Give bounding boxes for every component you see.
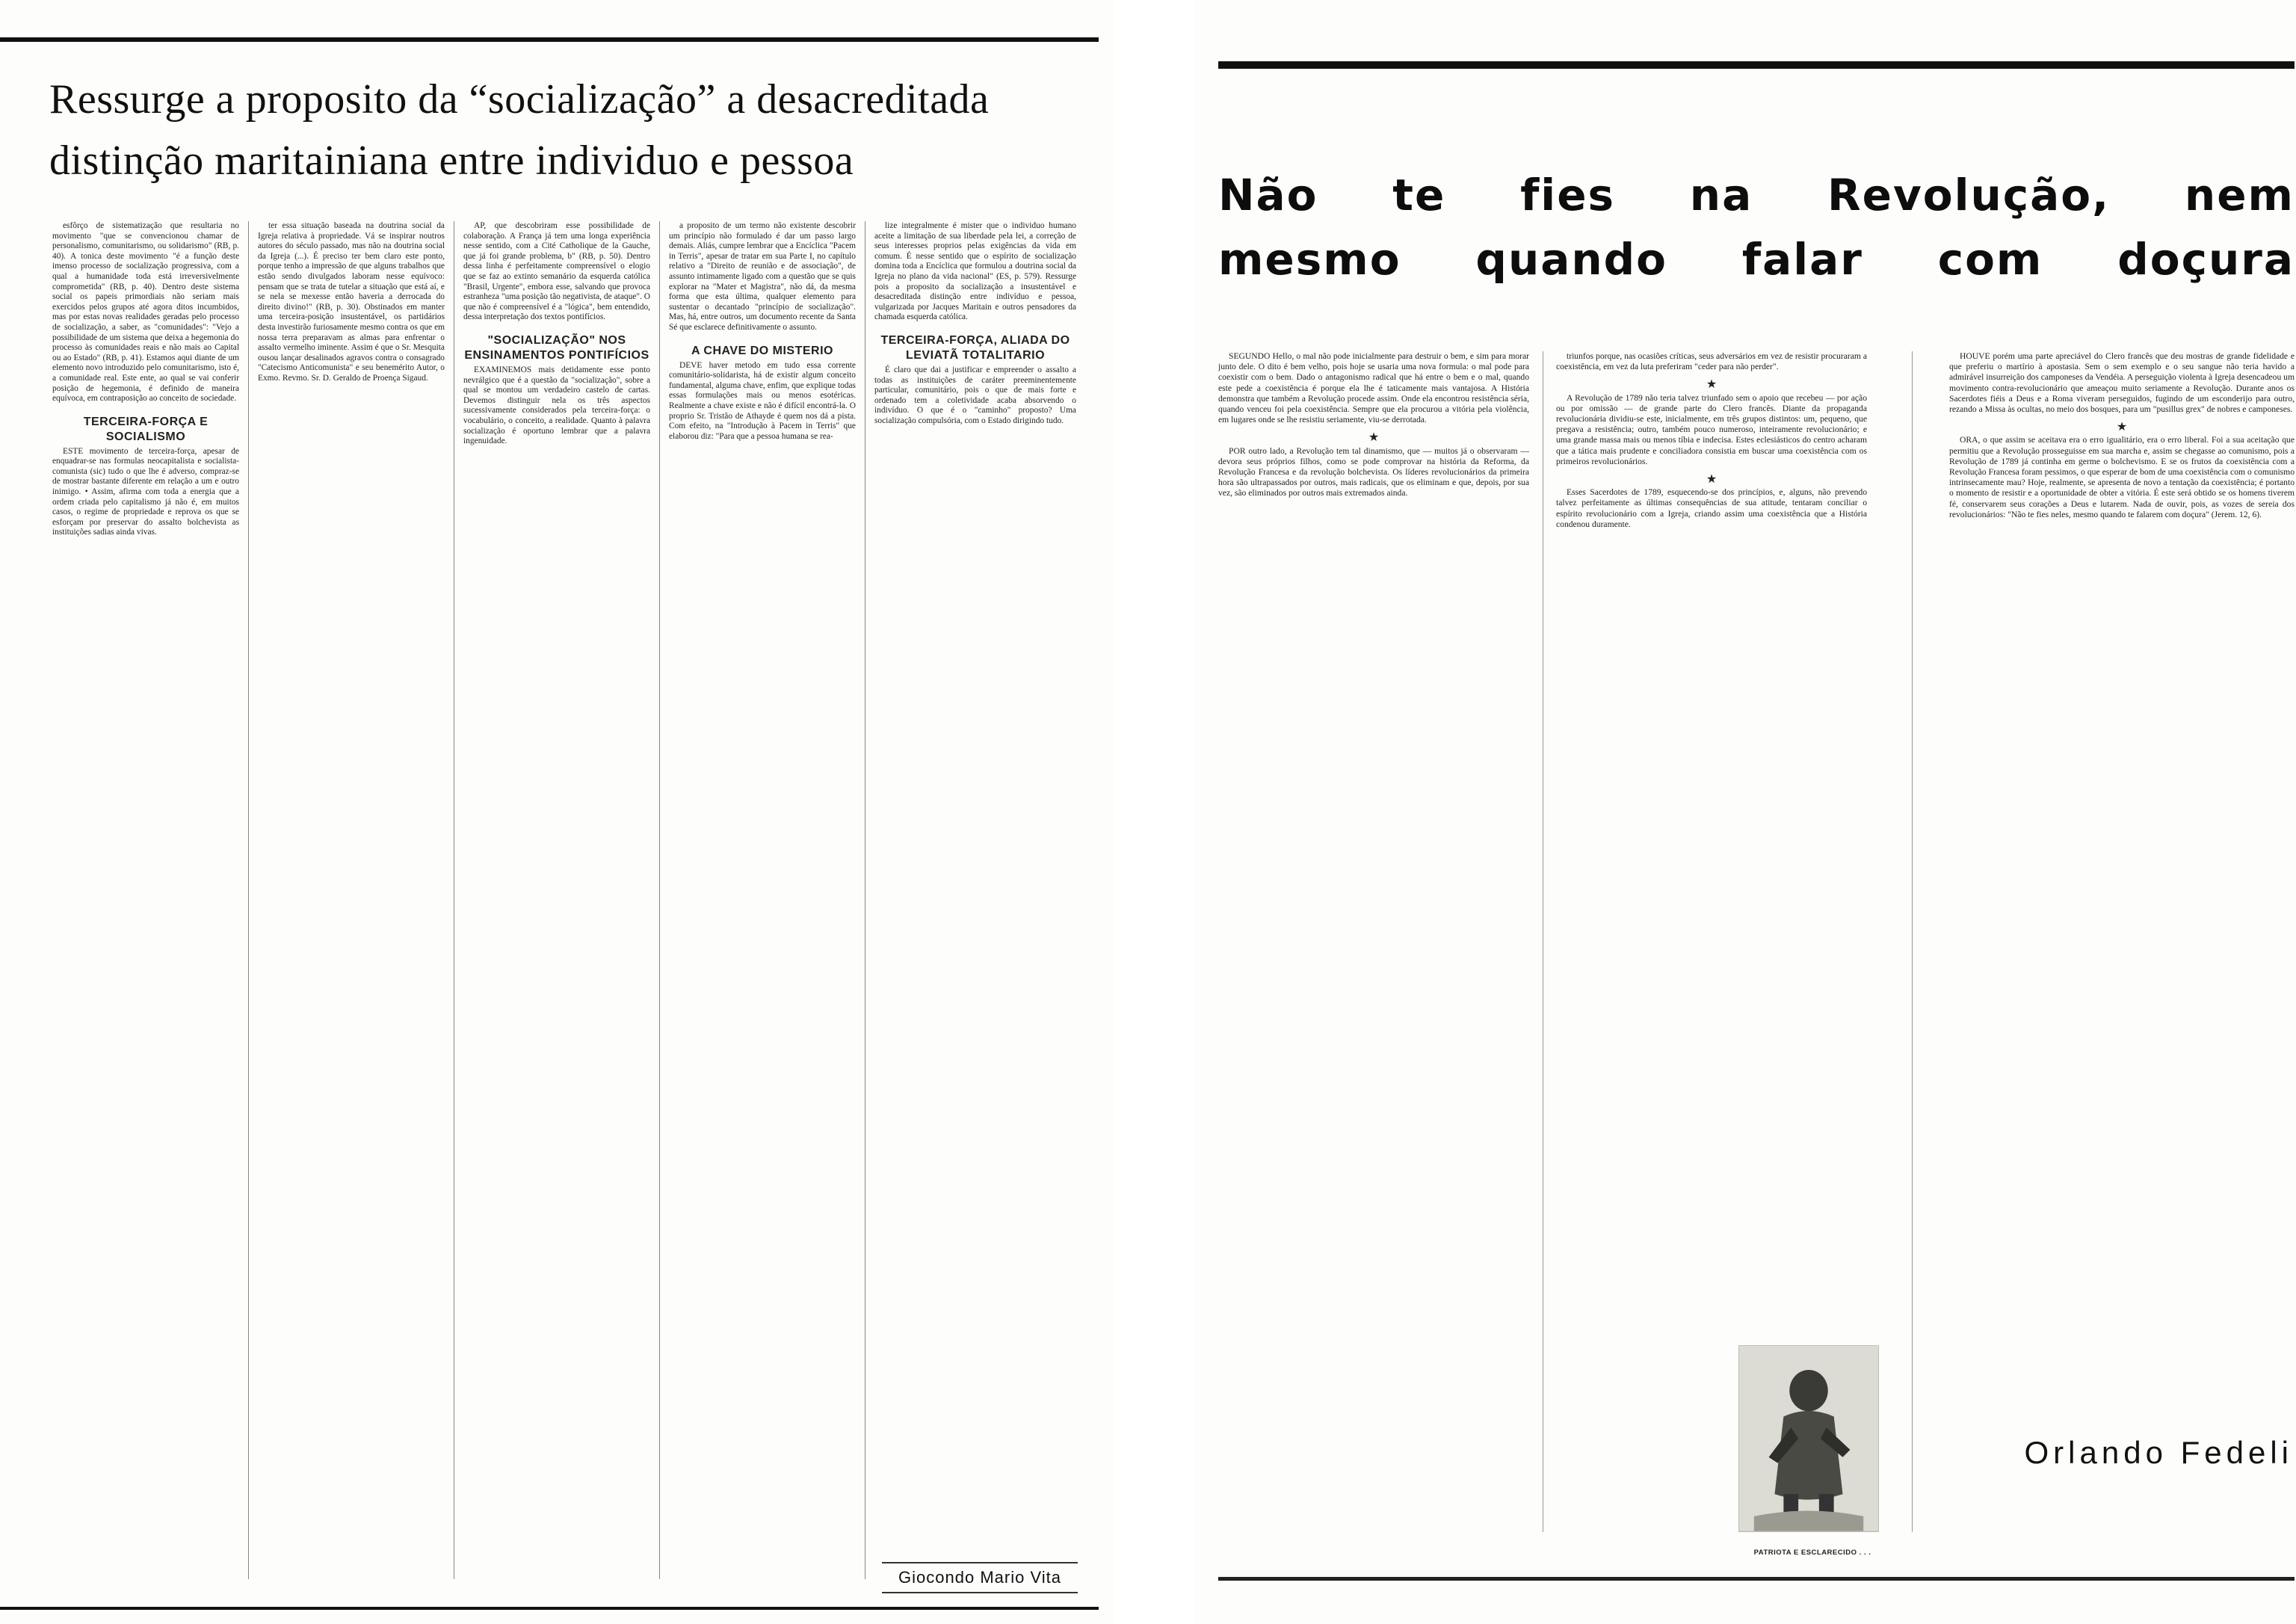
left-byline: Giocondo Mario Vita [882,1562,1078,1593]
section-subhead: TERCEIRA-FORÇA E SOCIALISMO [83,415,209,443]
figure-illustration [1739,1346,1878,1531]
section-subhead: "SOCIALIZAÇÃO" NOS ENSINAMENTOS PONTIFÍCIOS [464,333,649,362]
column-text: A Revolução de 1789 não teria talvez triunfado sem o apoio que recebeu — por ação ou por omissão — de grande parte do Clero francês. Diante da propaganda revolucionária dividiu-se este, inicialmente, em três grupos distintos: um, pequeno, que pregava a resistência; outro, também pouco numeroso, inteiramente revolucionário; e uma grande massa mais ou menos tíbia e indecisa. Estes eclesiásticos do centro acharam que a tática mais prudente e conciliadora consistia em buscar uma coexistência com os primeiros revolucionários. [1556,392,1867,466]
top-rule [1218,61,2295,69]
star-separator: ★ [1368,431,1380,445]
column-text: EXAMINEMOS mais detidamente esse ponto nevrálgico que é a questão da "socialização", sobre a qual se montou um verdadeiro castelo de cartas. Devemos distinguir nela os três aspectos sucessivamente considerados pela terceira-força: o vocabulário, o conceito, a realidade. Quanto à palavra socialização é oportuno lembrar que a palavra ingenuidade. [463,365,650,446]
right-headline [1218,163,2295,291]
column-text: SEGUNDO Hello, o mal não pode inicialmente para destruir o bem, e sim para morar junto dele. O dito é bem velho, pois hoje se usaria uma nova formula: o mal pode para coexistir com o bem. Dado o antagonismo radical que há entre o bem e o mal, quando este pede a coexistência é porque ela lhe é taticamente mais vantajosa. A História demonstra que também a Revolução procede assim. Onde ela encontrou resistência séria, quando venceu foi pela coexistência. Sempre que ela procurou a vitória pela violência, em lugares onde se lhe resistiu seriamente, viu-se derrotada. [1218,351,1529,425]
bottom-rule [0,1607,1099,1610]
right-column-2 [1556,351,1867,1340]
right-column-3 [1949,351,2295,1415]
column-text: lize integralmente é mister que o individuo humano aceite a limitação de sua liberdade pela lei, a correção de seus interesses proprios pelas exigências da vida em comum. É nesse sentido que o espírito de socialização domina toda a Encíclica que formulou a doutrina social da Igreja no plano da vida nacional" (ES, p. 579). Ressurge pois a proposito da socialização a insustentável e desacreditada distinção entre indivíduo e pessoa, vulgarizada por Jacques Maritain e outros pensadores da chamada esquerda católica. [874,221,1076,322]
column-text: DEVE haver metodo em tudo essa corrente comunitário-solidarista, há de existir algum conceito fundamental, alguma chave, enfim, que explique todas essas formulações mais ou menos esotéricas. Realmente a chave existe e não é difícil encontrá-la. O proprio Sr. Tristão de Athayde é quem nos dá a pista. Com efeito, na "Introdução à Pacem in Terris" que elaborou diz: "Para que a pessoa humana se rea- [669,360,856,441]
column-divider [659,221,660,1579]
left-column-1 [52,221,239,1594]
column-text: Esses Sacerdotes de 1789, esquecendo-se dos princípios, e, alguns, não prevendo talvez perfeitamente as últimas consequências de sua atitude, tentaram conciliar o espírito revolucionário com a Igreja, criando assim uma coexistência que a História condenou duramente. [1556,487,1867,529]
column-text: ter essa situação baseada na doutrina social da Igreja relativa à propriedade. Vá se inspirar noutros autores do século passado, mas não na doutrina social da Igreja (...). É preciso ter bem claro este ponto, porque tenho a impressão de que alguns trabalhos que estão sendo divulgados laboram nesse equívoco: pensam que se trata de tutelar a situação que está aí, e se nela se mexesse então haveria a derrocada do direito divino!" (RB, p. 30). Obstinados em manter uma terceira-posição insustentável, os partidários desta investirão furiosamente mesmo contra os que em nossa terra preparavam as almas para enfrentar o assalto vermelho iminente. Assim é que o Sr. Mesquita ousou lançar desalinados agravos contra o consagrado "Catecismo Anticomunista" e seu benemérito Autor, o Exmo. Revmo. Sr. D. Geraldo de Proença Sigaud. [258,221,445,383]
section-subhead: TERCEIRA-FORÇA, ALIADA DO LEVIATÃ TOTALITARIO [880,333,1070,362]
column-text: POR outro lado, a Revolução tem tal dinamismo, que — muitos já o observaram — devora seus próprios filhos, como se pode comprovar na história da Reforma, da Revolução Francesa e da revolução bolchevista. Os líderes revolucionários da primeira hora são ultrapassados por outros, mais radicais, que os eliminam e que, depois, por sua vez, são eliminados por outros mais extremados ainda. [1218,445,1529,498]
right-headline-line2: mesmo quando falar com doçura [1218,234,2295,285]
right-column-1 [1218,351,1529,1579]
left-article-page [0,0,1114,1624]
column-text: AP, que descobriram esse possibilidade de colaboração. A França já tem uma longa experiência nesse sentido, com a Cité Catholique de la Gauche, que já foi grande problema, b" (RB, p. 50). Dentro dessa linha é perfeitamente compreensível o elogio que se faz ao extinto semanário da esquerda católica "Brasil, Urgente", embora esse, salvando que provoca estranheza "uma posição tão negativista, de ataque". O que não é compreensível é a "lógica", bem entendido, dessa interpretação dos textos pontifícios. [463,221,650,322]
column-divider [248,221,249,1579]
bottom-rule [1218,1577,2295,1581]
star-separator: ★ [2116,421,2128,434]
left-headline-line1: Ressurge a proposito da “socialização” a desacreditada [49,76,990,123]
left-column-2 [258,221,445,1594]
left-column-4 [669,221,856,1594]
section-subhead: A CHAVE DO MISTERIO [691,344,833,357]
column-text: triunfos porque, nas ocasiões críticas, seus adversários em vez de resistir procuraram a coexistência, em vez da luta preferiram "ceder para não perder". [1556,351,1867,372]
right-article-page [1194,0,2296,1624]
column-divider [1912,351,1913,1532]
column-text: ORA, o que assim se aceitava era o erro igualitário, era o erro liberal. Foi a sua aceitação que permitiu que a Revolução prosseguisse em sua marcha e, assim se chegasse ao comunismo, pois a Revolução de 1789 já continha em germe o bolchevismo. E se os frutos da coexistência com a Revolução Francesa foram pessimos, o que esperar de bom de uma coexistência com o comunismo intrinsecamente mau? Hoje, realmente, se apresenta de novo a tentação da coexistência; é portanto o momento de resistir e a oportunidade de obter a vitória. É este será obtido se os homens tiverem fé, conservarem seus corações a Deus e lutarem. Nada de ouvir, pois, as vozes de sereia dos revolucionários: "Não te fies neles, mesmo quando te falarem com doçura" (Jerem. 12, 6). [1949,435,2295,519]
left-headline [49,69,1096,191]
top-rule [0,37,1099,42]
column-text: esfôrço de sistematização que resultaria no movimento "que se convencionou chamar de personalismo, comunitarismo, ou solidarismo" (RB, p. 40). A tonica deste movimento "é a função deste imenso processo de socialização progressiva, com a qual a humanidade toda está irreversivelmente comprometida" (RB, p. 40). Dentro deste sistema social os papeis primordiais não seriam mais exercidos pelos grupos até agora ditos incumbidos, mas por estas novas realidades geradas pelo processo de socialização, a saber, as "comunidades": "Vejo a possibilidade de um sistema que deixa a hegemonia do processo às comunidades reais e não mais ao Capital ou ao Estado" (RB, p. 41). Estamos aqui diante de um elemento novo introduzido pelo comunitarismo, isto é, a comunidade real. Este ente, ao qual se vai conferir posição de hegemonia, é definido de maneira equívoca, em contraposição ao conceito de sociedade. [52,221,239,404]
left-column-3 [463,221,650,1594]
left-headline-line2: distinção maritainiana entre individuo e pessoa [49,138,854,184]
page-gutter [1114,0,1194,1624]
column-text: É claro que dai a justificar e empreender o assalto a todas as instituições de caráter preeminentemente particular, comunitário, pois o que de mais forte e ordenado tem a coletividade acaba absorvendo o indivíduo. O que é o "caminho" proposto? Uma socialização compulsória, com o Estado dirigindo tudo. [874,365,1076,425]
illustration-image [1738,1345,1879,1532]
star-separator: ★ [1706,378,1718,392]
left-column-5 [874,221,1076,1542]
column-text: ESTE movimento de terceira-força, apesar de enquadrar-se nas formulas neocapitalista e socialista-comunista (sic) tudo o que lhe é adverso, compraz-se de mostrar bastante diferente em relação a um e outro inimigo. • Assim, afirma com toda a energia que a ordem criada pelo capitalismo já não é, em muitos casos, o regime de propriedade e reprova os que se esforçam por preservar do assalto bolchevista as instituições sadias ainda vivas. [52,446,239,537]
column-text: HOUVE porém uma parte apreciável do Clero francês que deu mostras de grande fidelidade e que preferiu o martírio à apostasia. Sem o sem exemplo e o seu sangue não teria havido a admirável insurreição dos camponeses da Vendéia. A perseguição violenta à Igreja desencadeou um movimento contra-revolucionário que ameaçou muito seriamente a Revolução. Durante anos os Sacerdotes fiéis a Deus e a Roma viveram perseguidos, fugindo de um esconderijo para outro, rezando a Missa às ocultas, no meio dos bosques, para um "pusillus grex" de nobres e camponeses. [1949,351,2295,415]
author-signature: Orlando Fedeli [2024,1435,2293,1470]
photo-caption: PATRIOTA E ESCLARECIDO . . . [1753,1549,1871,1557]
star-separator: ★ [1706,473,1718,487]
column-text: a proposito de um termo não existente descobrir um princípio não formulado é dar um passo largo demais. Aliás, cumpre lembrar que a Encíclica "Pacem in Terris", apesar de tratar em sua Parte I, no capítulo relativo a "Direito de reunião e de associação", de assunto intimamente ligado com a questão que se quis explorar na "Mater et Magistra", não dá, da mesma forma que esta última, qualquer elemento para sustentar o decantado "princípio de socialização". Mas, há, entre outros, um documento recente da Santa Sé que esclarece definitivamente o assunto. [669,221,856,332]
right-headline-line1: Não te fies na Revolução, nem [1218,170,2295,220]
